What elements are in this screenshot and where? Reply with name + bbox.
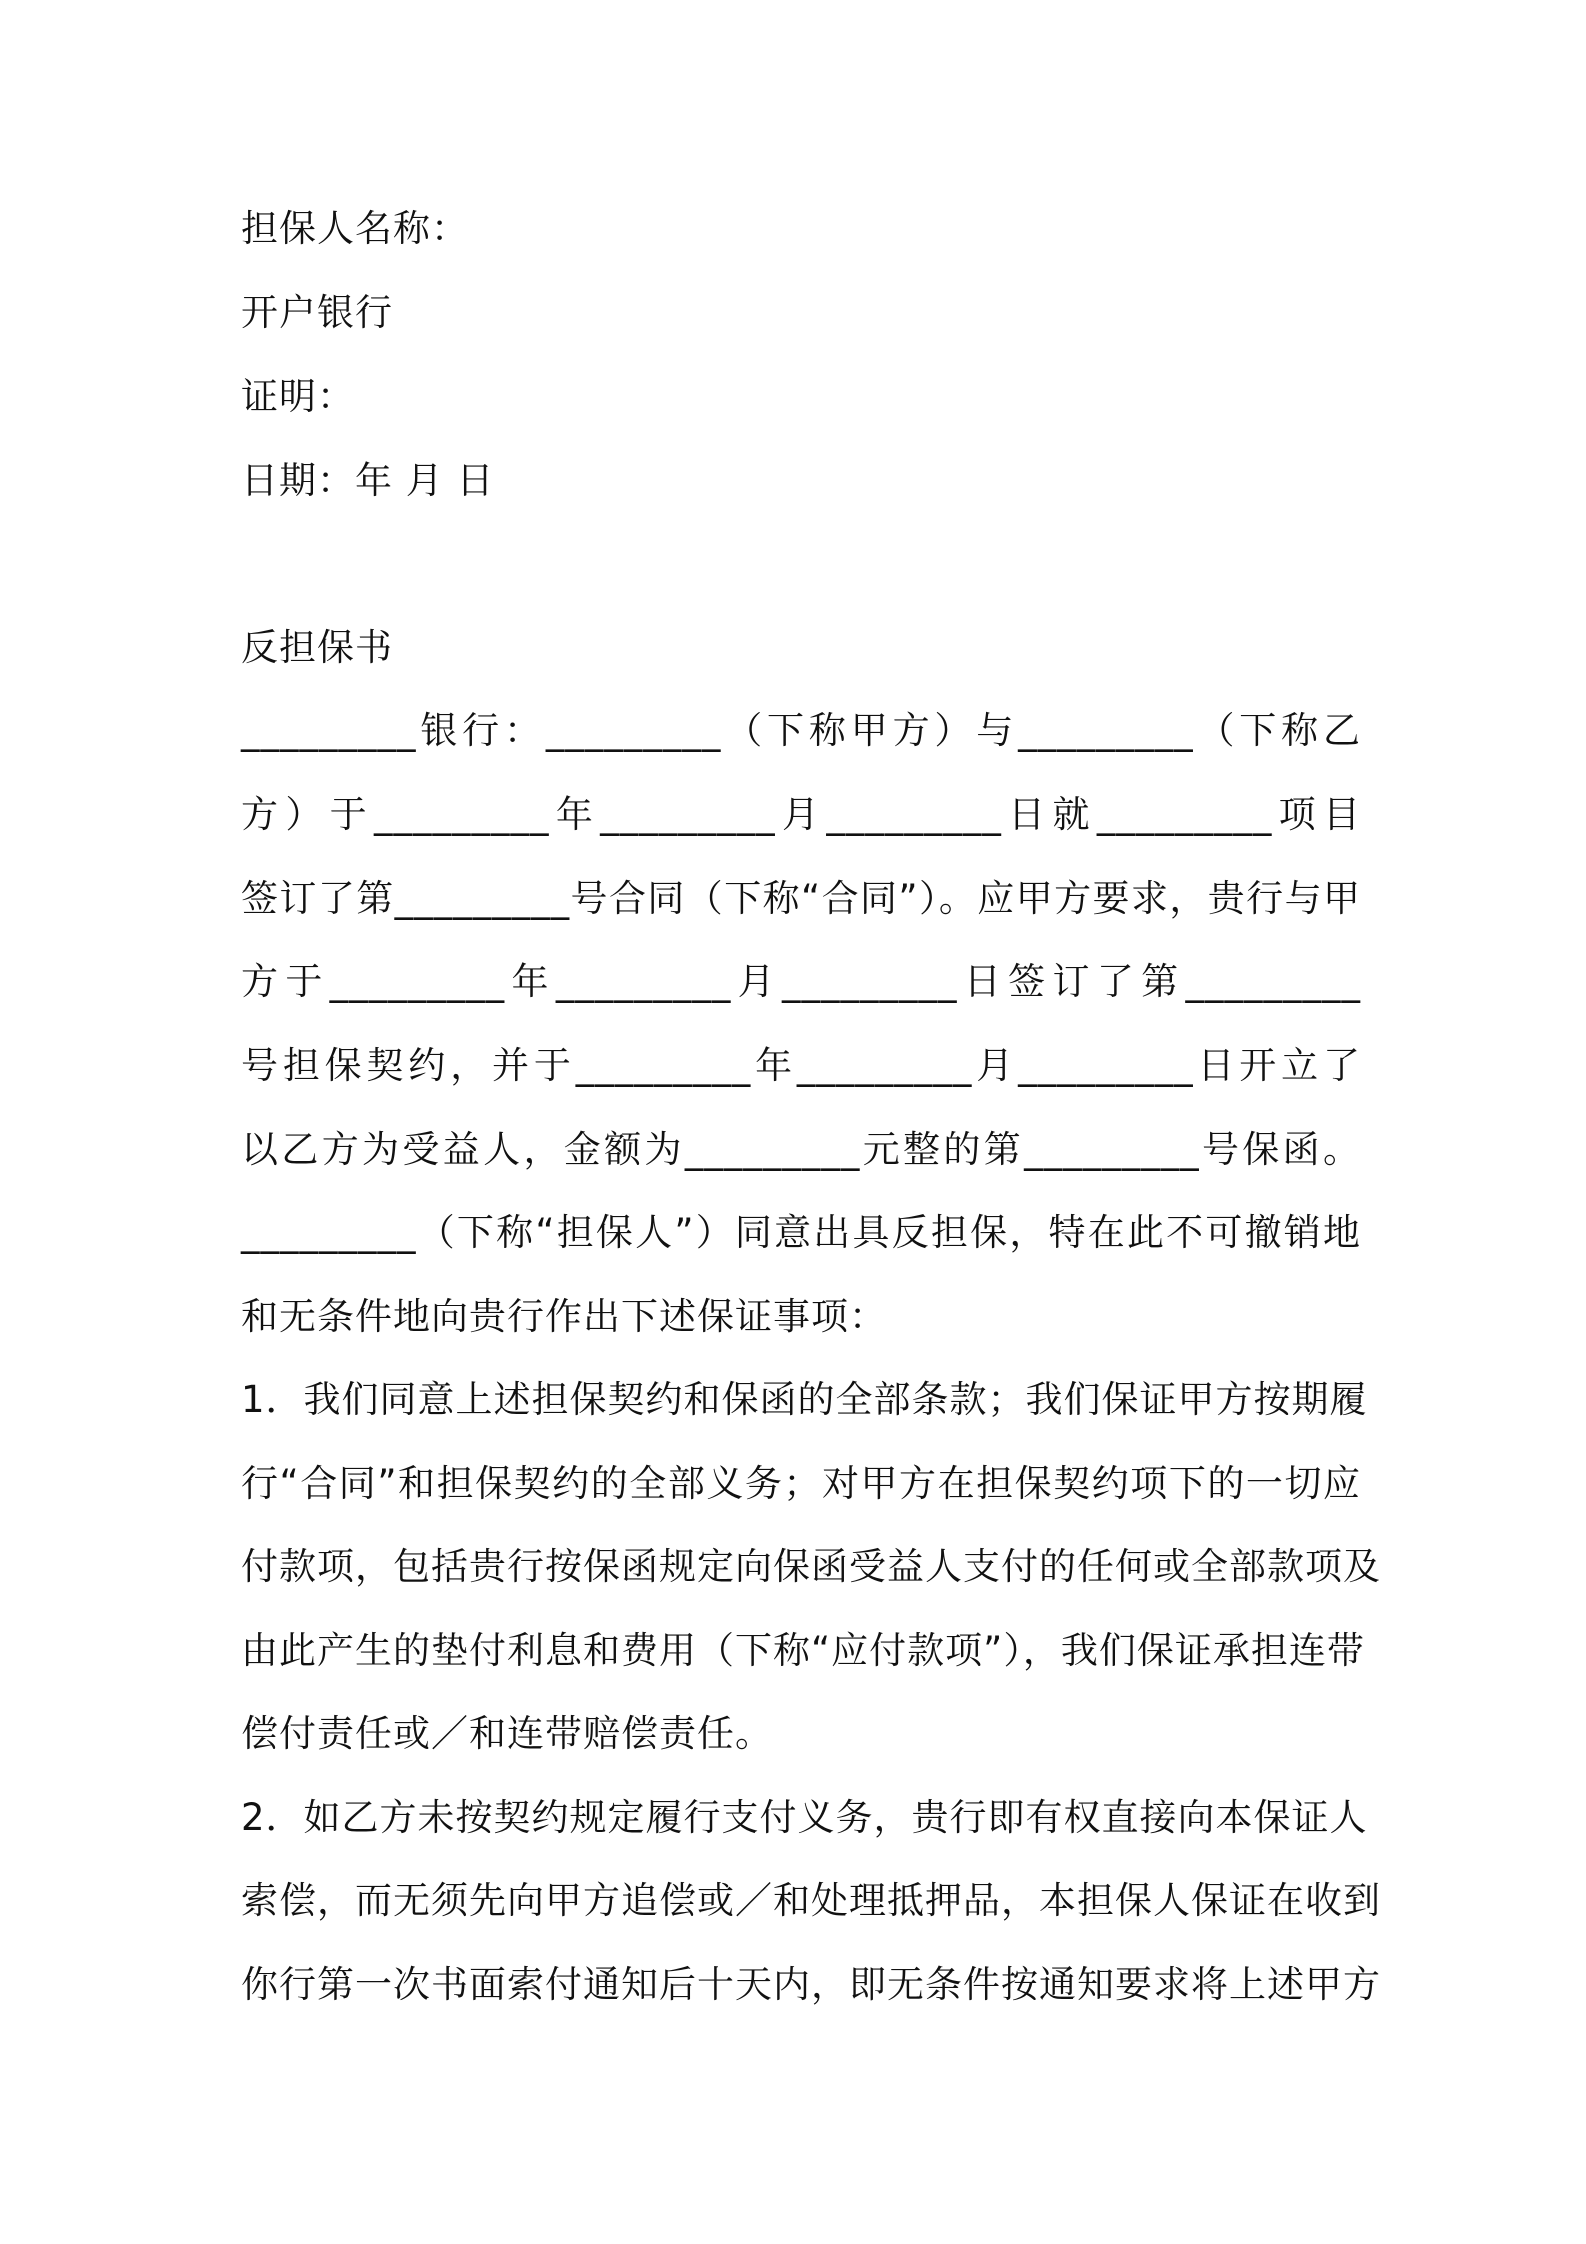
- body-line: 号担保契约，并于_________年_________月_________日开立了: [241, 1044, 1361, 1087]
- body-line: 1．我们同意上述担保契约和保函的全部条款；我们保证甲方按期履: [241, 1378, 1368, 1421]
- certification-label: 证明：: [241, 375, 355, 418]
- guarantor-name-label: 担保人名称：: [241, 207, 469, 250]
- body-line: 付款项，包括贵行按保函规定向保函受益人支付的任何或全部款项及: [241, 1545, 1381, 1588]
- bank-label: 开户银行: [241, 291, 393, 334]
- body-line: 行“合同”和担保契约的全部义务；对甲方在担保契约项下的一切应: [241, 1462, 1361, 1505]
- body-line: 方）于_________年_________月_________日就_________项目: [241, 793, 1361, 836]
- body-line: 偿付责任或／和连带赔偿责任。: [241, 1712, 773, 1755]
- date-label: 日期：年 月 日: [241, 459, 495, 502]
- body-line: 2．如乙方未按契约规定履行支付义务，贵行即有权直接向本保证人: [241, 1796, 1368, 1839]
- body-line: _________（下称“担保人”）同意出具反担保，特在此不可撤销地: [241, 1211, 1361, 1254]
- body-line: 由此产生的垫付利息和费用（下称“应付款项”），我们保证承担连带: [241, 1629, 1365, 1672]
- body-line: 以乙方为受益人，金额为_________元整的第_________号保函。: [241, 1128, 1361, 1171]
- document-title: 反担保书: [241, 626, 393, 669]
- body-line: _________银行：_________（下称甲方）与_________（下称乙: [241, 709, 1361, 752]
- body-line: 你行第一次书面索付通知后十天内，即无条件按通知要求将上述甲方: [241, 1963, 1381, 2006]
- body-line: 签订了第_________号合同（下称“合同”）。应甲方要求，贵行与甲: [241, 877, 1361, 920]
- body-line: 方于_________年_________月_________日签订了第_________: [241, 960, 1361, 1003]
- body-line: 和无条件地向贵行作出下述保证事项：: [241, 1295, 887, 1338]
- body-line: 索偿，而无须先向甲方追偿或／和处理抵押品，本担保人保证在收到: [241, 1879, 1381, 1922]
